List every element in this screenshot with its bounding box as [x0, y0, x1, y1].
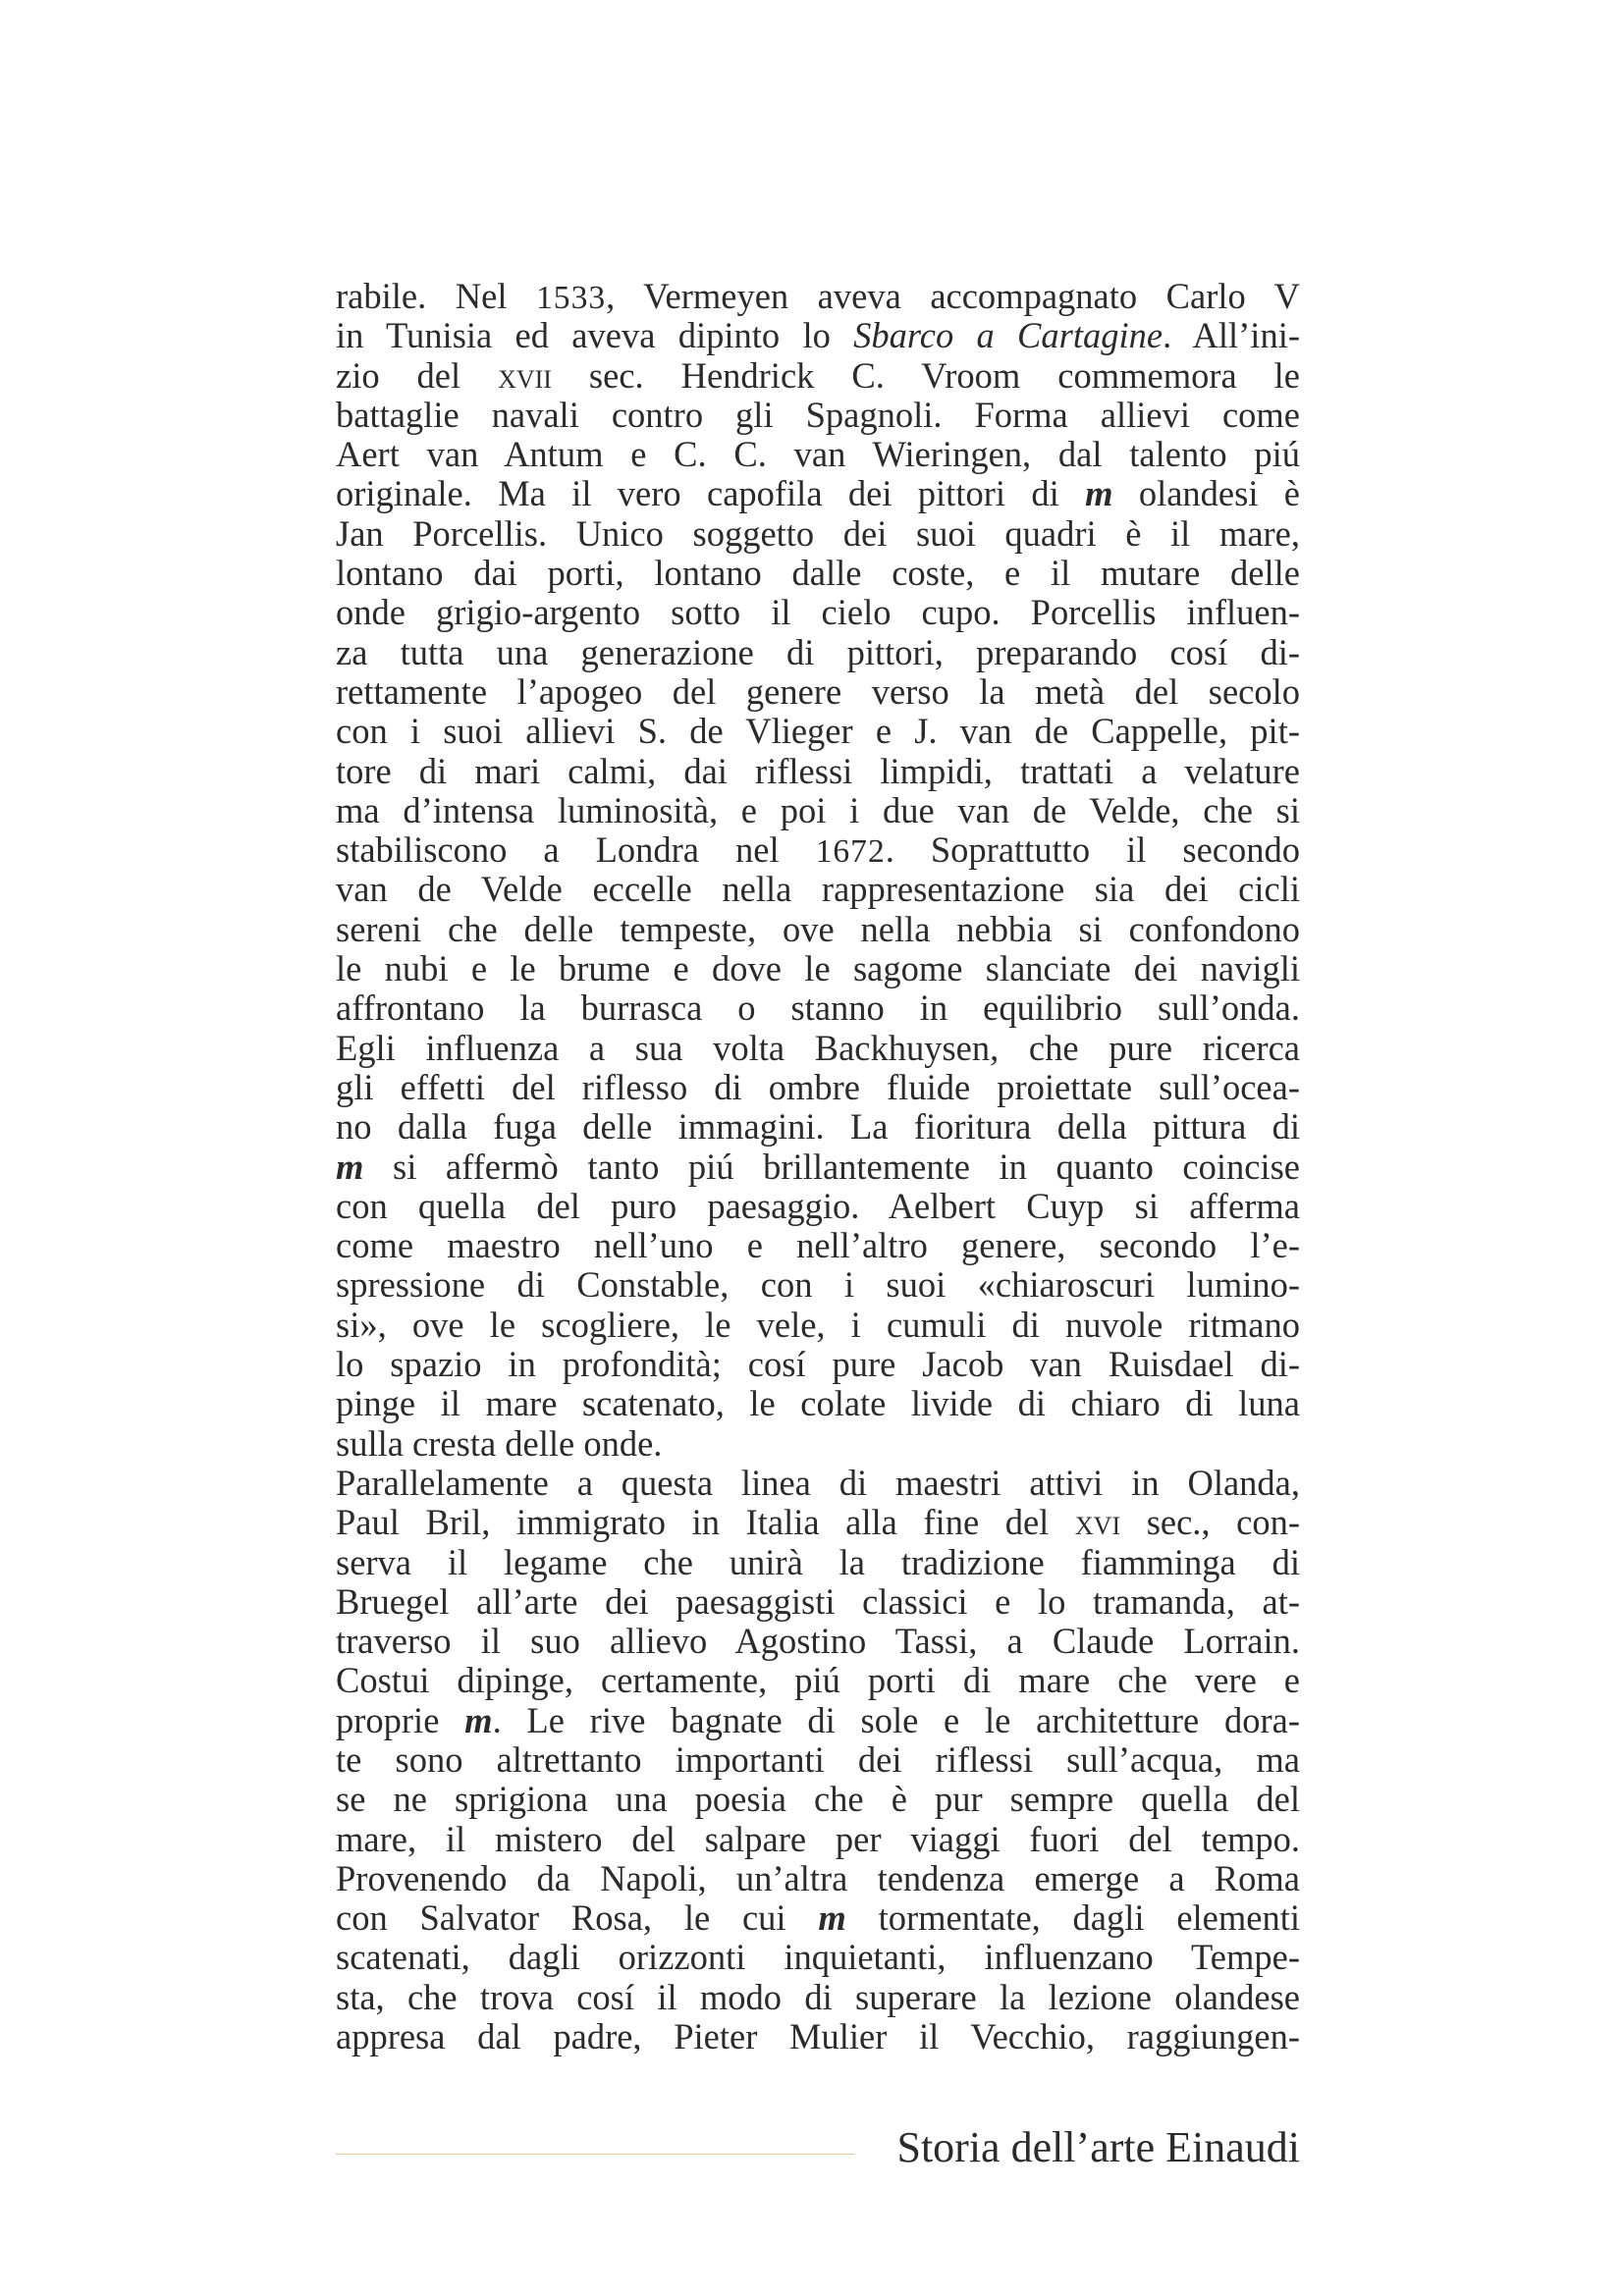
text-line — [336, 474, 1300, 513]
text-line — [336, 1780, 1300, 1819]
text-segment: no dalla fuga delle immagini. La fioritura della pittura di — [336, 1106, 1300, 1148]
text-segment: sta, che trova cosí il modo di superare la lezione olandese — [336, 1976, 1300, 2017]
text-segment: , Vermeyen aveva accompagnato Carlo V — [606, 276, 1300, 316]
text-segment: le nubi e le brume e dove le sagome slanciate dei navigli — [336, 948, 1300, 989]
text-segment: si affermò tanto piú brillantemente in quanto coincise — [363, 1146, 1300, 1187]
text-segment: onde grigio-argento sotto il cielo cupo. Porcellis influen- — [336, 592, 1300, 633]
text-segment: Bruegel all’arte dei paesaggisti classici e lo tramanda, at- — [336, 1580, 1300, 1622]
text-segment: traverso il suo allievo Agostino Tassi, a Claude Lorrain. — [336, 1621, 1300, 1662]
text-segment: originale. Ma il vero capofila dei pittori di — [336, 473, 1086, 514]
text-line — [336, 1265, 1300, 1305]
text-segment: Aert van Antum e C. C. van Wieringen, dal talento piú — [336, 434, 1300, 475]
text-line — [336, 1226, 1300, 1265]
text-line — [336, 1622, 1300, 1661]
text-segment: con quella del puro paesaggio. Aelbert Cuyp si afferma — [336, 1185, 1300, 1226]
text-line — [336, 870, 1300, 909]
text-line — [336, 356, 1300, 396]
text-segment: con i suoi allievi S. de Vlieger e J. van de Cappelle, pit- — [336, 711, 1300, 752]
text-segment: si», ove le scogliere, le vele, i cumuli di nuvole ritmano — [336, 1304, 1300, 1345]
text-segment: mare, il mistero del salpare per viaggi fuori del tempo. — [336, 1818, 1300, 1859]
text-segment: ma d’intensa luminosità, e poi i due van de Velde, che si — [336, 789, 1300, 830]
text-segment: serva il legame che unirà la tradizione fiamminga di — [336, 1541, 1300, 1582]
text-line — [336, 1938, 1300, 1977]
text-line — [336, 316, 1300, 355]
footer-rule — [336, 2154, 854, 2155]
text-line — [336, 752, 1300, 791]
text-line — [336, 830, 1300, 870]
text-segment: te sono altrettanto importanti dei riflessi sull’acqua, ma — [336, 1738, 1300, 1780]
text-line — [336, 1543, 1300, 1582]
text-segment: lo spazio in profondità; cosí pure Jacob van Ruisdael di- — [336, 1344, 1300, 1385]
text-line — [336, 910, 1300, 949]
text-line — [336, 277, 1300, 316]
year-numeral: 1672 — [815, 833, 886, 871]
text-line — [336, 514, 1300, 554]
footer-title: Storia dell’arte Einaudi — [896, 2123, 1300, 2171]
text-line — [336, 2017, 1300, 2056]
text-line — [336, 949, 1300, 988]
entry-abbreviation: m — [464, 1699, 493, 1740]
year-numeral: 1533 — [536, 280, 607, 316]
text-segment: lontano dai porti, lontano dalle coste, e il mutare delle — [336, 553, 1300, 594]
text-line — [336, 396, 1300, 435]
text-line — [336, 1701, 1300, 1740]
text-line — [336, 1384, 1300, 1423]
text-segment: . Soprattutto il secondo — [885, 829, 1300, 871]
text-segment: battaglie navali contro gli Spagnoli. Forma allievi come — [336, 394, 1300, 435]
text-line — [336, 1898, 1300, 1938]
text-segment: proprie — [336, 1699, 465, 1740]
text-segment: tore di mari calmi, dai riflessi limpidi, trattati a velature — [336, 750, 1300, 791]
text-line — [336, 1424, 1300, 1464]
entry-abbreviation: m — [818, 1897, 846, 1939]
text-segment: se ne sprigiona una poesia che è pur sempre quella del — [336, 1779, 1300, 1820]
text-segment: Jan Porcellis. Unico soggetto dei suoi quadri è il mare, — [336, 512, 1300, 554]
text-segment: . All’ini- — [1163, 315, 1300, 356]
text-line — [336, 633, 1300, 672]
century-numeral: xvii — [498, 354, 552, 396]
text-line — [336, 1661, 1300, 1700]
text-segment: come maestro nell’uno e nell’altro genere, secondo l’e- — [336, 1225, 1300, 1266]
text-segment: sereni che delle tempeste, ove nella nebbia si confondono — [336, 908, 1300, 949]
text-segment: . Le rive bagnate di sole e le architetture dora- — [492, 1699, 1301, 1740]
text-line — [336, 1148, 1300, 1187]
text-line — [336, 1107, 1300, 1147]
text-segment: tormentate, dagli elementi — [845, 1897, 1301, 1939]
text-segment: Parallelamente a questa linea di maestri attivi in Olanda, — [336, 1462, 1300, 1503]
text-segment: sec., con- — [1120, 1502, 1300, 1543]
century-numeral: xvi — [1074, 1502, 1121, 1543]
text-line — [336, 554, 1300, 593]
text-segment: rettamente l’apogeo del genere verso la metà del secolo — [336, 670, 1300, 712]
text-line — [336, 1068, 1300, 1107]
text-line — [336, 712, 1300, 751]
text-segment: olandesi è — [1112, 473, 1300, 514]
text-segment: in Tunisia ed aveva dipinto lo — [336, 315, 854, 356]
text-line — [336, 1740, 1300, 1780]
text-segment: Provenendo da Napoli, un’altra tendenza emerge a Roma — [336, 1857, 1300, 1898]
body-text — [336, 277, 1300, 2056]
italic-title: Sbarco a Cartagine — [853, 315, 1163, 356]
text-segment: rabile. Nel — [336, 276, 537, 316]
text-line — [336, 1029, 1300, 1068]
text-line — [336, 593, 1300, 632]
entry-abbreviation: m — [1085, 473, 1113, 514]
text-segment: van de Velde eccelle nella rappresentazione sia dei cicli — [336, 869, 1300, 910]
text-segment: Egli influenza a sua volta Backhuysen, che pure ricerca — [336, 1027, 1300, 1068]
text-line — [336, 1345, 1300, 1384]
text-segment: za tutta una generazione di pittori, preparando cosí di- — [336, 631, 1300, 672]
text-segment: appresa dal padre, Pieter Mulier il Vecchio, raggiungen- — [336, 2016, 1300, 2057]
text-line — [336, 1503, 1300, 1542]
text-segment: scatenati, dagli orizzonti inquietanti, influenzano Tempe- — [336, 1937, 1300, 1978]
text-line — [336, 1820, 1300, 1859]
text-segment: Paul Bril, immigrato in Italia alla fine del — [336, 1502, 1075, 1543]
text-line — [336, 1187, 1300, 1226]
text-line — [336, 1582, 1300, 1622]
text-line — [336, 988, 1300, 1028]
text-segment: Costui dipinge, certamente, piú porti di mare che vere e — [336, 1660, 1300, 1701]
text-segment: gli effetti del riflesso di ombre fluide proiettate sull’ocea- — [336, 1066, 1300, 1107]
text-segment: sulla cresta delle onde. — [336, 1422, 663, 1464]
text-segment: pinge il mare scatenato, le colate livide di chiaro di luna — [336, 1383, 1300, 1424]
text-segment: spressione di Constable, con i suoi «chiaroscuri lumino- — [336, 1264, 1300, 1306]
text-segment: con Salvator Rosa, le cui — [336, 1897, 819, 1939]
text-segment: affrontano la burrasca o stanno in equilibrio sull’onda. — [336, 988, 1300, 1029]
entry-abbreviation: m — [336, 1146, 364, 1187]
text-line — [336, 435, 1300, 474]
text-line — [336, 1464, 1300, 1503]
text-line — [336, 672, 1300, 712]
text-line — [336, 1978, 1300, 2017]
text-segment: stabiliscono a Londra nel — [336, 829, 816, 871]
text-segment: sec. Hendrick C. Vroom commemora le — [551, 354, 1300, 396]
text-line — [336, 1859, 1300, 1898]
text-line — [336, 1306, 1300, 1345]
text-segment: zio del — [336, 354, 499, 396]
text-line — [336, 791, 1300, 830]
